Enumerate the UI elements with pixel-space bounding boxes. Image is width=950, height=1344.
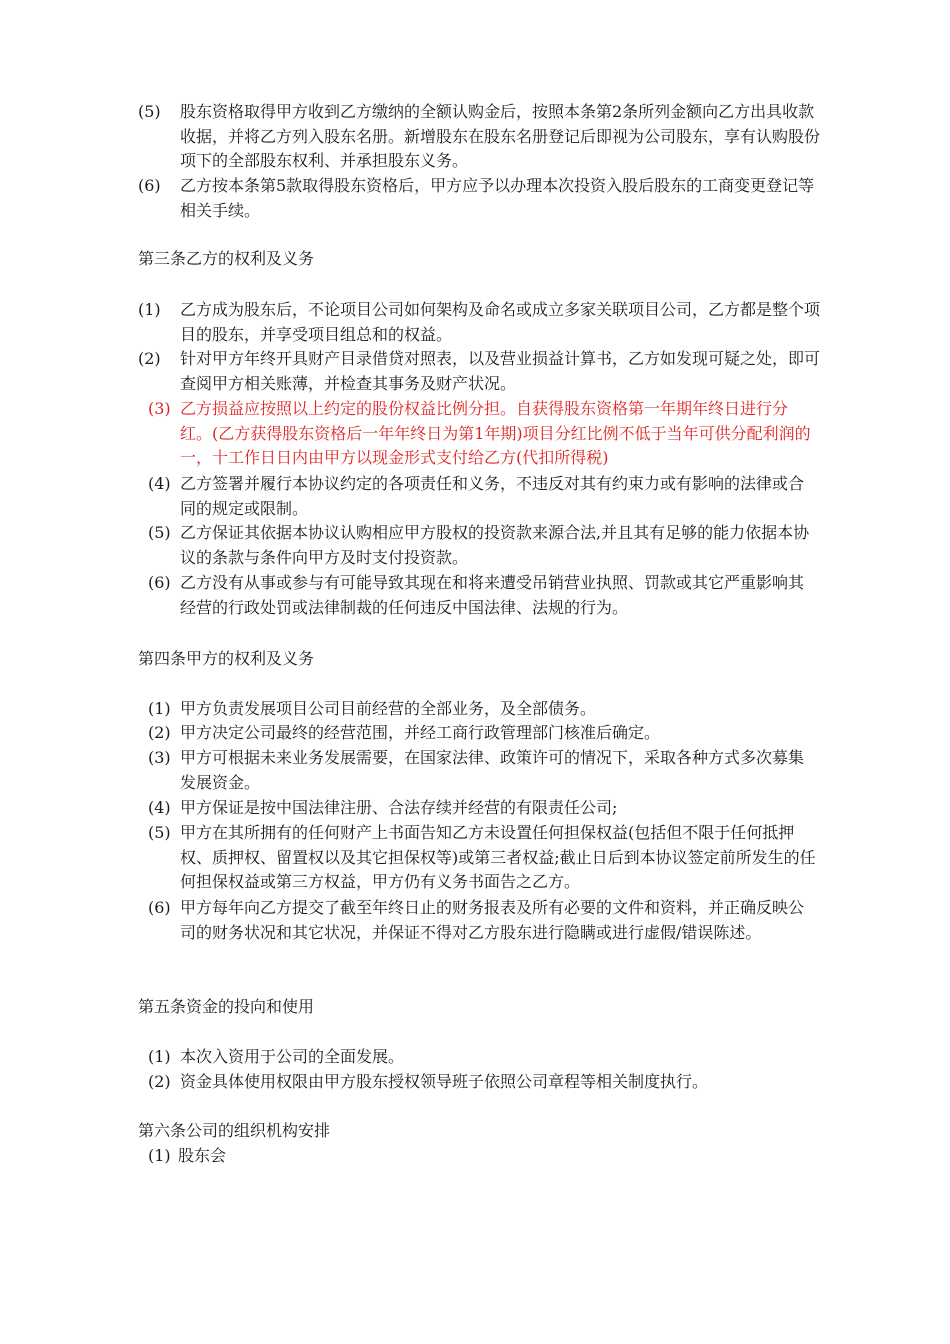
- item-text: 乙方按本条第5款取得股东资格后，甲方应予以办理本次投资入股后股东的工商变更登记等相关手续。: [180, 176, 815, 220]
- item-number: (4): [148, 474, 171, 493]
- item-number: (1): [148, 1047, 171, 1066]
- item-text: 资金具体使用权限由甲方股东授权领导班子依照公司章程等相关制度执行。: [180, 1072, 709, 1091]
- item-text: 股东会: [178, 1146, 227, 1165]
- section-heading: 第六条公司的组织机构安排: [138, 1121, 331, 1140]
- item-number: (2): [148, 723, 171, 742]
- item-number: (5): [138, 102, 161, 121]
- item-text: 甲方在其所拥有的任何财产上书面告知乙方未设置任何担保权益(包括但不限于任何抵押权、质押权、留置权以及其它担保权等)或第三者权益;截止日后到本协议签定前所发生的任何担保权益或第三方权益，甲方仍有义务书面告之乙方。: [180, 823, 816, 891]
- item-number: (3): [148, 748, 171, 767]
- section-heading: 第五条资金的投向和使用: [138, 997, 315, 1016]
- section-heading: 第四条甲方的权利及义务: [138, 649, 315, 668]
- item-text: 乙方没有从事或参与有可能导致其现在和将来遭受吊销营业执照、罚款或其它严重影响其经营的行政处罚或法律制裁的任何违反中国法律、法规的行为。: [180, 573, 805, 617]
- item-number: (6): [148, 573, 171, 592]
- item-number: (4): [148, 798, 171, 817]
- item-text: 乙方签署并履行本协议约定的各项责任和义务，不违反对其有约束力或有影响的法律或合同的规定或限制。: [180, 474, 805, 518]
- item-text: 甲方保证是按中国法律注册、合法存续并经营的有限责任公司;: [180, 798, 618, 817]
- item-number: (6): [148, 898, 171, 917]
- section-heading: 第三条乙方的权利及义务: [138, 249, 315, 268]
- item-text: 甲方负责发展项目公司目前经营的全部业务，及全部债务。: [180, 699, 597, 718]
- item-number: (3): [148, 399, 171, 418]
- item-number: (5): [148, 523, 171, 542]
- item-text: 甲方可根据未来业务发展需要，在国家法律、政策许可的情况下，采取各种方式多次募集发展资金。: [180, 748, 805, 792]
- item-text: 甲方决定公司最终的经营范围，并经工商行政管理部门核准后确定。: [180, 723, 661, 742]
- item-text: 针对甲方年终开具财产目录借贷对照表，以及营业损益计算书，乙方如发现可疑之处，即可查阅甲方相关账薄，并检查其事务及财产状况。: [180, 349, 821, 393]
- item-text: 本次入资用于公司的全面发展。: [180, 1047, 405, 1066]
- item-text: 股东资格取得甲方收到乙方缴纳的全额认购金后，按照本条第2条所列金额向乙方出具收款收据，并将乙方列入股东名册。新增股东在股东名册登记后即视为公司股东，享有认购股份项下的全部股东权利、并承担股东义务。: [180, 102, 821, 170]
- item-number: (5): [148, 823, 171, 842]
- item-number: (6): [138, 176, 161, 195]
- item-text: 乙方成为股东后，不论项目公司如何架构及命名或成立多家关联项目公司，乙方都是整个项目的股东，并享受项目组总和的权益。: [180, 300, 821, 344]
- item-number: (2): [148, 1072, 171, 1091]
- item-text: 甲方每年向乙方提交了截至年终日止的财务报表及所有必要的文件和资料，并正确反映公司的财务状况和其它状况，并保证不得对乙方股东进行隐瞒或进行虚假/错误陈述。: [180, 898, 805, 942]
- item-number: (1): [138, 300, 161, 319]
- item-text: 乙方保证其依据本协议认购相应甲方股权的投资款来源合法,并且其有足够的能力依据本协议的条款与条件向甲方及时支付投资款。: [180, 523, 810, 567]
- item-number: (1): [148, 1146, 171, 1165]
- item-number: (2): [138, 349, 161, 368]
- item-text: 乙方损益应按照以上约定的股份权益比例分担。自获得股东资格第一年期年终日进行分红。(乙方获得股东资格后一年年终日为第1年期)项目分红比例不低于当年可供分配利润的一，十工作日日内由甲方以现金形式支付给乙方(代扣所得税): [180, 399, 811, 467]
- item-number: (1): [148, 699, 171, 718]
